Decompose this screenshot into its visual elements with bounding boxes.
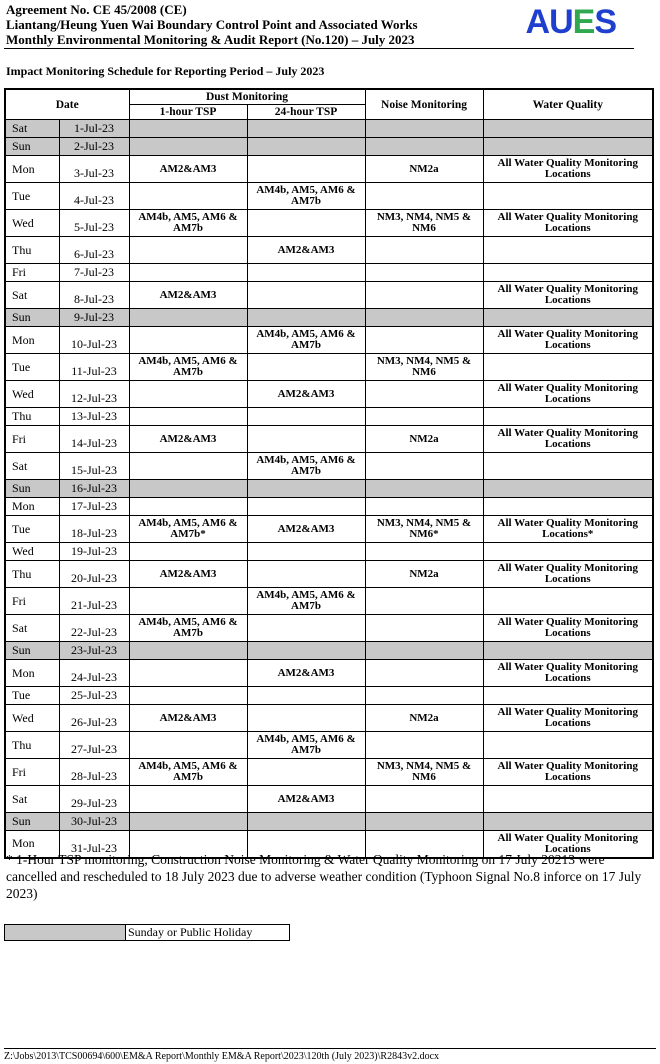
table-row <box>5 516 653 543</box>
cell-tsp24 <box>247 210 365 237</box>
cell-noise <box>365 813 483 831</box>
report-header <box>6 2 646 48</box>
cell-tsp24 <box>247 498 365 516</box>
cell-noise <box>365 183 483 210</box>
cell-date: 14-Jul-23 <box>59 426 129 453</box>
cell-tsp24 <box>247 138 365 156</box>
cell-tsp24 <box>247 426 365 453</box>
cell-date: 18-Jul-23 <box>59 516 129 543</box>
cell-water <box>483 588 653 615</box>
table-row <box>5 210 653 237</box>
cell-tsp1: AM4b, AM5, AM6 & AM7b <box>129 210 247 237</box>
cell-water <box>483 498 653 516</box>
cell-day: Sat <box>5 453 59 480</box>
report-line: Monthly Environmental Monitoring & Audit Report (No.120) – July 2023 <box>6 32 415 47</box>
cell-tsp24 <box>247 282 365 309</box>
cell-day: Thu <box>5 408 59 426</box>
table-row <box>5 732 653 759</box>
cell-tsp1 <box>129 732 247 759</box>
cell-day: Thu <box>5 732 59 759</box>
cell-date: 31-Jul-23 <box>59 831 129 858</box>
cell-water <box>483 453 653 480</box>
cell-tsp24 <box>247 813 365 831</box>
table-row <box>5 408 653 426</box>
cell-date: 22-Jul-23 <box>59 615 129 642</box>
cell-noise <box>365 732 483 759</box>
table-row <box>5 354 653 381</box>
cell-day: Tue <box>5 687 59 705</box>
cell-day: Sun <box>5 642 59 660</box>
cell-tsp24 <box>247 759 365 786</box>
cell-day: Wed <box>5 705 59 732</box>
cell-tsp1: AM2&AM3 <box>129 156 247 183</box>
cell-water <box>483 237 653 264</box>
cell-tsp1: AM4b, AM5, AM6 & AM7b* <box>129 516 247 543</box>
cell-tsp1 <box>129 543 247 561</box>
cell-tsp1 <box>129 327 247 354</box>
legend-label: Sunday or Public Holiday <box>128 925 253 939</box>
table-row <box>5 264 653 282</box>
schedule-table <box>4 88 654 859</box>
cell-tsp1: AM2&AM3 <box>129 426 247 453</box>
legend-swatch <box>5 925 126 940</box>
header-dust: Dust Monitoring <box>129 89 365 105</box>
cell-water: All Water Quality Monitoring Locations <box>483 615 653 642</box>
cell-noise <box>365 408 483 426</box>
cell-water <box>483 813 653 831</box>
cell-noise <box>365 786 483 813</box>
cell-date: 23-Jul-23 <box>59 642 129 660</box>
cell-day: Thu <box>5 237 59 264</box>
cell-water: All Water Quality Monitoring Locations <box>483 426 653 453</box>
cell-date: 29-Jul-23 <box>59 786 129 813</box>
cell-date: 8-Jul-23 <box>59 282 129 309</box>
cell-tsp24: AM4b, AM5, AM6 & AM7b <box>247 732 365 759</box>
cell-water <box>483 264 653 282</box>
cell-noise: NM2a <box>365 705 483 732</box>
cell-water <box>483 138 653 156</box>
header-noise: Noise Monitoring <box>365 89 483 120</box>
cell-day: Mon <box>5 831 59 858</box>
cell-tsp24 <box>247 120 365 138</box>
cell-date: 5-Jul-23 <box>59 210 129 237</box>
cell-noise <box>365 237 483 264</box>
cell-tsp1: AM2&AM3 <box>129 705 247 732</box>
cell-day: Tue <box>5 183 59 210</box>
cell-tsp1 <box>129 120 247 138</box>
aues-logo: AUES <box>525 3 616 41</box>
cell-date: 28-Jul-23 <box>59 759 129 786</box>
cell-tsp24 <box>247 561 365 588</box>
cell-noise <box>365 642 483 660</box>
table-row <box>5 327 653 354</box>
table-row <box>5 498 653 516</box>
table-row <box>5 786 653 813</box>
cell-water: All Water Quality Monitoring Locations <box>483 705 653 732</box>
cell-tsp1 <box>129 642 247 660</box>
cell-water <box>483 480 653 498</box>
cell-day: Sat <box>5 120 59 138</box>
agreement-line: Agreement No. CE 45/2008 (CE) <box>6 2 187 17</box>
cell-noise <box>365 615 483 642</box>
cell-date: 12-Jul-23 <box>59 381 129 408</box>
cell-date: 25-Jul-23 <box>59 687 129 705</box>
cell-tsp1 <box>129 138 247 156</box>
cell-day: Sat <box>5 786 59 813</box>
table-row <box>5 183 653 210</box>
cell-date: 7-Jul-23 <box>59 264 129 282</box>
table-row <box>5 426 653 453</box>
cell-noise <box>365 264 483 282</box>
cell-date: 16-Jul-23 <box>59 480 129 498</box>
table-row <box>5 561 653 588</box>
cell-water: All Water Quality Monitoring Locations <box>483 759 653 786</box>
cell-date: 3-Jul-23 <box>59 156 129 183</box>
cell-noise: NM2a <box>365 156 483 183</box>
cell-tsp24: AM2&AM3 <box>247 786 365 813</box>
cell-tsp1: AM2&AM3 <box>129 282 247 309</box>
cell-water <box>483 354 653 381</box>
cell-date: 2-Jul-23 <box>59 138 129 156</box>
cell-water: All Water Quality Monitoring Locations <box>483 831 653 858</box>
cell-day: Mon <box>5 498 59 516</box>
cell-day: Sun <box>5 813 59 831</box>
cell-noise <box>365 588 483 615</box>
cell-water: All Water Quality Monitoring Locations <box>483 381 653 408</box>
cell-tsp1 <box>129 453 247 480</box>
cell-tsp1 <box>129 309 247 327</box>
cell-noise <box>365 687 483 705</box>
cell-date: 10-Jul-23 <box>59 327 129 354</box>
cell-noise <box>365 120 483 138</box>
cell-date: 26-Jul-23 <box>59 705 129 732</box>
legend <box>4 924 290 941</box>
cell-tsp1 <box>129 813 247 831</box>
project-line: Liantang/Heung Yuen Wai Boundary Control Point and Associated Works <box>6 17 418 32</box>
header-water: Water Quality <box>483 89 653 120</box>
table-row <box>5 813 653 831</box>
cell-tsp1 <box>129 264 247 282</box>
cell-tsp1 <box>129 183 247 210</box>
cell-tsp24 <box>247 615 365 642</box>
cell-date: 30-Jul-23 <box>59 813 129 831</box>
cell-tsp1 <box>129 687 247 705</box>
table-row <box>5 615 653 642</box>
cell-tsp1 <box>129 237 247 264</box>
cell-water: All Water Quality Monitoring Locations <box>483 156 653 183</box>
cell-noise <box>365 480 483 498</box>
cell-noise: NM3, NM4, NM5 & NM6 <box>365 759 483 786</box>
cell-date: 15-Jul-23 <box>59 453 129 480</box>
cell-tsp24 <box>247 543 365 561</box>
table-row <box>5 237 653 264</box>
cell-tsp24: AM2&AM3 <box>247 660 365 687</box>
cell-tsp1: AM4b, AM5, AM6 & AM7b <box>129 759 247 786</box>
footer-rule <box>4 1048 656 1049</box>
cell-tsp24: AM4b, AM5, AM6 & AM7b <box>247 588 365 615</box>
table-row <box>5 120 653 138</box>
table-row <box>5 156 653 183</box>
table-row <box>5 759 653 786</box>
cell-date: 19-Jul-23 <box>59 543 129 561</box>
cell-tsp1 <box>129 786 247 813</box>
table-row <box>5 705 653 732</box>
cell-water: All Water Quality Monitoring Locations <box>483 327 653 354</box>
table-row <box>5 660 653 687</box>
cell-noise: NM3, NM4, NM5 & NM6 <box>365 210 483 237</box>
cell-water <box>483 408 653 426</box>
table-row <box>5 138 653 156</box>
cell-tsp1: AM4b, AM5, AM6 & AM7b <box>129 354 247 381</box>
cell-noise: NM2a <box>365 426 483 453</box>
cell-day: Sun <box>5 480 59 498</box>
table-row <box>5 381 653 408</box>
cell-water <box>483 543 653 561</box>
header-tsp1: 1-hour TSP <box>129 105 247 120</box>
cell-noise <box>365 381 483 408</box>
cell-water <box>483 642 653 660</box>
cell-day: Mon <box>5 327 59 354</box>
cell-water <box>483 687 653 705</box>
table-row <box>5 453 653 480</box>
cell-noise <box>365 660 483 687</box>
cell-noise <box>365 282 483 309</box>
cell-day: Fri <box>5 588 59 615</box>
cell-water: All Water Quality Monitoring Locations <box>483 282 653 309</box>
cell-water: All Water Quality Monitoring Locations <box>483 660 653 687</box>
cell-tsp24: AM2&AM3 <box>247 237 365 264</box>
table-row <box>5 588 653 615</box>
cell-water <box>483 732 653 759</box>
cell-date: 27-Jul-23 <box>59 732 129 759</box>
cell-tsp24 <box>247 408 365 426</box>
cell-day: Tue <box>5 354 59 381</box>
cell-date: 11-Jul-23 <box>59 354 129 381</box>
cell-noise: NM2a <box>365 561 483 588</box>
table-row <box>5 282 653 309</box>
cell-tsp1 <box>129 660 247 687</box>
cell-tsp1 <box>129 381 247 408</box>
cell-tsp24 <box>247 309 365 327</box>
header-tsp24: 24-hour TSP <box>247 105 365 120</box>
header-date: Date <box>5 89 129 120</box>
schedule-title: Impact Monitoring Schedule for Reporting Period – July 2023 <box>6 64 325 78</box>
schedule-body <box>5 120 653 858</box>
cell-tsp1 <box>129 498 247 516</box>
cell-day: Sat <box>5 615 59 642</box>
cell-tsp24: AM2&AM3 <box>247 381 365 408</box>
cell-day: Wed <box>5 210 59 237</box>
cell-tsp24: AM4b, AM5, AM6 & AM7b <box>247 453 365 480</box>
cell-water: All Water Quality Monitoring Locations <box>483 210 653 237</box>
cell-date: 9-Jul-23 <box>59 309 129 327</box>
cell-tsp24 <box>247 642 365 660</box>
header-rule <box>4 48 634 49</box>
cell-tsp1 <box>129 408 247 426</box>
cell-date: 17-Jul-23 <box>59 498 129 516</box>
table-row <box>5 543 653 561</box>
cell-tsp24 <box>247 480 365 498</box>
cell-water: All Water Quality Monitoring Locations* <box>483 516 653 543</box>
cell-water: All Water Quality Monitoring Locations <box>483 561 653 588</box>
cell-tsp24: AM4b, AM5, AM6 & AM7b <box>247 183 365 210</box>
cell-day: Mon <box>5 660 59 687</box>
cell-date: 13-Jul-23 <box>59 408 129 426</box>
cell-noise: NM3, NM4, NM5 & NM6* <box>365 516 483 543</box>
cell-date: 24-Jul-23 <box>59 660 129 687</box>
cell-noise <box>365 498 483 516</box>
cell-noise <box>365 453 483 480</box>
cell-date: 20-Jul-23 <box>59 561 129 588</box>
cell-water <box>483 309 653 327</box>
cell-date: 1-Jul-23 <box>59 120 129 138</box>
cell-tsp24 <box>247 264 365 282</box>
cell-day: Fri <box>5 759 59 786</box>
cell-water <box>483 183 653 210</box>
cell-day: Mon <box>5 156 59 183</box>
table-row <box>5 480 653 498</box>
cell-day: Wed <box>5 543 59 561</box>
cell-tsp24 <box>247 687 365 705</box>
cell-day: Sun <box>5 309 59 327</box>
cell-date: 6-Jul-23 <box>59 237 129 264</box>
cell-water <box>483 120 653 138</box>
cell-tsp24: AM4b, AM5, AM6 & AM7b <box>247 327 365 354</box>
cell-tsp24 <box>247 705 365 732</box>
cell-noise <box>365 309 483 327</box>
cell-tsp24 <box>247 354 365 381</box>
cell-day: Fri <box>5 264 59 282</box>
cell-day: Sun <box>5 138 59 156</box>
cell-noise <box>365 138 483 156</box>
cell-day: Fri <box>5 426 59 453</box>
cell-day: Sat <box>5 282 59 309</box>
cell-noise <box>365 543 483 561</box>
cell-tsp1 <box>129 480 247 498</box>
table-row <box>5 687 653 705</box>
file-path: Z:\Jobs\2013\TCS00694\600\EM&A Report\Monthly EM&A Report\2023\120th (July 2023)\R2843v2.docx <box>4 1051 440 1062</box>
cell-day: Wed <box>5 381 59 408</box>
cell-water <box>483 786 653 813</box>
table-row <box>5 642 653 660</box>
cell-day: Thu <box>5 561 59 588</box>
cell-tsp24: AM2&AM3 <box>247 516 365 543</box>
cell-tsp24 <box>247 156 365 183</box>
cell-day: Tue <box>5 516 59 543</box>
cell-noise: NM3, NM4, NM5 & NM6 <box>365 354 483 381</box>
cell-noise <box>365 327 483 354</box>
cell-tsp1: AM4b, AM5, AM6 & AM7b <box>129 615 247 642</box>
footnote: * 1-Hour TSP monitoring, Construction Noise Monitoring & Water Quality Monitoring on 17 July 20213 were cancelled and rescheduled to 18 July 2023 due to adverse weather condition (Typhoon Signal No.8 inforce on 17 July 2023) <box>6 852 642 901</box>
cell-tsp1 <box>129 588 247 615</box>
cell-date: 21-Jul-23 <box>59 588 129 615</box>
table-row <box>5 309 653 327</box>
cell-date: 4-Jul-23 <box>59 183 129 210</box>
cell-tsp1: AM2&AM3 <box>129 561 247 588</box>
